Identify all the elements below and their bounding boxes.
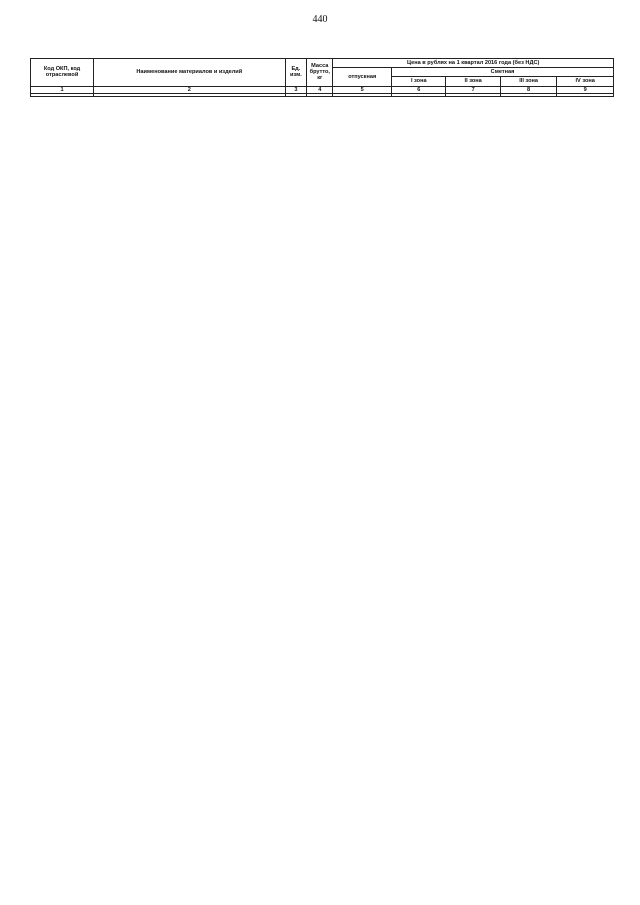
header-zone-3: III зона (500, 77, 557, 86)
cell-price-delivery (333, 93, 392, 96)
table-body (31, 93, 614, 96)
column-number: 2 (94, 86, 285, 93)
cell-price-zone-1 (392, 93, 446, 96)
cell-unit (285, 93, 307, 96)
column-number: 4 (307, 86, 333, 93)
header-mass: Масса брутто, кг (307, 59, 333, 87)
header-delivery: отпускная (333, 68, 392, 86)
column-number: 3 (285, 86, 307, 93)
header-code: Код ОКП, код отраслевой (31, 59, 94, 87)
cell-price-zone-2 (446, 93, 500, 96)
cell-code (31, 93, 94, 96)
column-number: 9 (557, 86, 614, 93)
column-number: 7 (446, 86, 500, 93)
header-estimate: Сметная (392, 68, 614, 77)
column-number: 1 (31, 86, 94, 93)
cell-price-zone-4 (557, 93, 614, 96)
column-number: 8 (500, 86, 557, 93)
column-number: 6 (392, 86, 446, 93)
cell-price-zone-3 (500, 93, 557, 96)
cell-name (94, 93, 285, 96)
page-number: 440 (312, 14, 328, 25)
table-row (31, 93, 614, 96)
header-zone-2: II зона (446, 77, 500, 86)
header-zone-4: IV зона (557, 77, 614, 86)
header-zone-1: I зона (392, 77, 446, 86)
header-unit: Ед. изм. (285, 59, 307, 87)
header-name: Наименование материалов и изделий (94, 59, 285, 87)
column-number-row (31, 86, 614, 93)
column-number: 5 (333, 86, 392, 93)
header-price-group: Цена в рублях на 1 квартал 2016 года (без НДС) (333, 59, 614, 68)
price-table (30, 58, 614, 97)
cell-mass (307, 93, 333, 96)
